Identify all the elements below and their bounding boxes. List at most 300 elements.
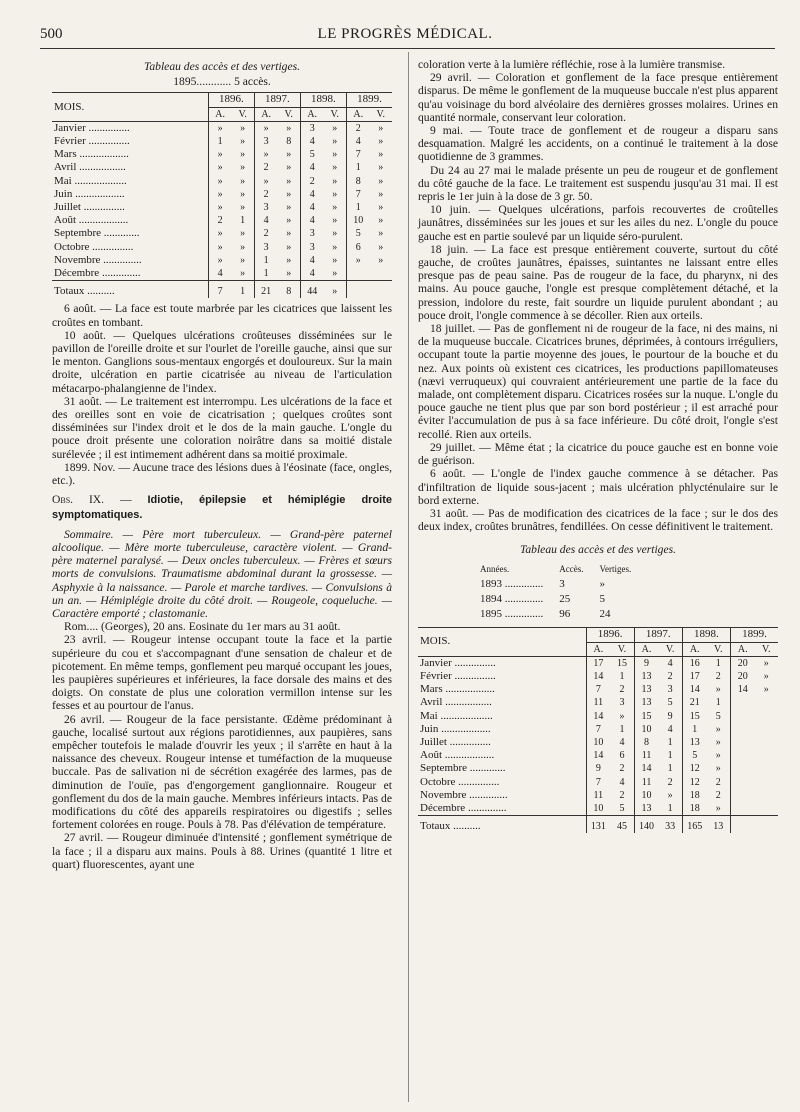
table-cell: 2 xyxy=(254,188,277,201)
table-cell: » xyxy=(240,136,246,148)
month-label: Août .................. xyxy=(420,749,495,762)
table-cell: » xyxy=(763,670,769,682)
sub-header: A. xyxy=(730,642,754,656)
month-label: Décembre .............. xyxy=(420,801,507,814)
total-cell: 1 xyxy=(231,281,254,299)
table-cell: » xyxy=(715,802,721,814)
table-cell: 4 xyxy=(300,201,323,214)
month-label: Septembre ............. xyxy=(420,762,506,775)
year-header: 1897. xyxy=(634,628,682,642)
table-row xyxy=(418,670,778,683)
table-cell: » xyxy=(286,122,292,134)
table-cell: 1 xyxy=(346,201,369,214)
month-label: Octobre ............... xyxy=(54,240,134,253)
table-cell: » xyxy=(208,241,231,254)
table-cell: » xyxy=(332,188,338,200)
summary: Sommaire. — Père mort tuberculeux. — Grand-père paternel alcoolique. — Mère morte tuberculeuse, caractère violent. — Grand-père maternel paralysé. — Deux oncles tuberculeux. — Frères et sœurs morts de convulsions. Traumatisme abdominal durant la grossesse. — Asphyxie à la naissance. — Parole et marche tardives. — Convulsions à un an. — Hémiplégie droite du côté droit. — Rougeole, coqueluche. — Caractère emporté ; clastomanie. xyxy=(52,527,392,620)
table-cell: 7 xyxy=(586,723,610,736)
table-cell: » xyxy=(378,215,384,227)
table-cell: » xyxy=(619,710,625,722)
table-cell: » xyxy=(378,254,384,266)
total-cell xyxy=(754,816,778,834)
table-cell: » xyxy=(346,254,369,267)
table-cell: » xyxy=(378,188,384,200)
month-label: Avril ................. xyxy=(420,696,492,709)
month-label: Juin .................. xyxy=(420,722,491,735)
table-cell: » xyxy=(240,149,246,161)
table-cell: 5 xyxy=(300,148,323,161)
table-cell: 13 xyxy=(634,670,658,683)
month-label: Août .................. xyxy=(54,214,129,227)
table-cell: 2 xyxy=(300,175,323,188)
table-cell: 9 xyxy=(634,656,658,670)
year-header: 1897. xyxy=(254,93,300,107)
table-cell: 9 xyxy=(586,762,610,775)
table-cell: » xyxy=(332,215,338,227)
table-cell: » xyxy=(332,122,338,134)
total-cell: 131 xyxy=(586,816,610,834)
table-cell xyxy=(730,749,754,762)
table-cell: 1 xyxy=(682,723,706,736)
table-cell: 4 xyxy=(300,135,323,148)
table-cell: » xyxy=(240,188,246,200)
year-cell: 1894 .............. xyxy=(480,592,544,605)
month-label: Janvier ............... xyxy=(420,656,496,669)
table-cell: 17 xyxy=(682,670,706,683)
sub-header: V. xyxy=(707,642,731,656)
table-cell: » xyxy=(378,149,384,161)
table-cell: 14 xyxy=(634,762,658,775)
acces-cell: 3 xyxy=(559,577,565,590)
table-cell: 13 xyxy=(634,696,658,709)
table-cell: » xyxy=(286,241,292,253)
table-cell: 10 xyxy=(586,736,610,749)
month-label: Février ............... xyxy=(420,669,496,682)
total-cell: 165 xyxy=(682,816,706,834)
table-cell: 18 xyxy=(682,802,706,816)
table-cell: 14 xyxy=(586,710,610,723)
table-cell: 5 xyxy=(346,227,369,240)
total-cell: 44 xyxy=(300,281,323,299)
table-cell: 5 xyxy=(682,749,706,762)
month-label: Juillet ............... xyxy=(54,201,125,214)
table-cell: » xyxy=(378,202,384,214)
year-cell: 1893 .............. xyxy=(480,577,544,590)
table-row xyxy=(418,656,778,670)
table-cell xyxy=(754,723,778,736)
table-cell: » xyxy=(254,121,277,135)
totals-label: Totaux .......... xyxy=(418,816,586,834)
table-cell: » xyxy=(240,254,246,266)
vertiges-cell: » xyxy=(599,577,605,590)
table-cell: 5 xyxy=(667,697,673,709)
table2-header: Accès. xyxy=(559,563,584,574)
obs-prefix: Obs. IX. — xyxy=(52,493,132,507)
sub-header: V. xyxy=(658,642,682,656)
para-9-mai: 9 mai. — Toute trace de gonflement et de rougeur a disparu sans desquamation. Malgré les accidents, on a continué le traitement à la dose quotidienne de 3 grammes. xyxy=(418,124,778,164)
table-cell xyxy=(754,762,778,775)
table-cell: 10 xyxy=(586,802,610,816)
table-cell: » xyxy=(715,750,721,762)
col-header-mois: MOIS. xyxy=(418,628,586,656)
table-cell: 9 xyxy=(667,710,673,722)
page-number: 500 xyxy=(40,26,63,42)
table-cell: » xyxy=(378,136,384,148)
table-cell: 12 xyxy=(682,762,706,775)
table-cell xyxy=(754,710,778,723)
table-cell: 2 xyxy=(346,121,369,135)
table-cell xyxy=(754,789,778,802)
table1-subcaption: 1895............ 5 accès. xyxy=(173,75,271,89)
observation-title xyxy=(52,493,392,521)
month-label: Mars .................. xyxy=(420,683,495,696)
table-cell xyxy=(730,789,754,802)
table-row xyxy=(418,696,778,709)
table-cell: 1 xyxy=(715,657,721,669)
table-cell: » xyxy=(332,241,338,253)
table-cell: 3 xyxy=(300,121,323,135)
table-row xyxy=(418,736,778,749)
table-cell: 15 xyxy=(634,710,658,723)
table-cell: 4 xyxy=(667,657,673,669)
table-cell: » xyxy=(240,202,246,214)
table-cell: » xyxy=(715,684,721,696)
table-cell: » xyxy=(332,228,338,240)
para-1899-nov: 1899. Nov. — Aucune trace des lésions dues à l'éosinate (face, ongles, etc.). xyxy=(52,460,392,488)
table-cell xyxy=(730,696,754,709)
para-29-avril: 29 avril. — Coloration et gonflement de la face presque entièrement disparus. De même le gonflement de la muqueuse buccale n'est plus apparent qu'au voisinage du bord alvéolaire des dernières grosses molaires. Urines en quantité normale, conservant leur coloration. xyxy=(418,71,778,124)
sub-header: V. xyxy=(324,107,347,121)
table-cell: » xyxy=(208,227,231,240)
acces-cell: 96 xyxy=(559,608,571,621)
month-label: Avril ................. xyxy=(54,161,126,174)
table-cell: » xyxy=(240,228,246,240)
table-cell: 3 xyxy=(254,241,277,254)
acces-cell: 25 xyxy=(559,592,571,605)
table-cell xyxy=(730,802,754,816)
table-cell: » xyxy=(240,241,246,253)
table-cell: » xyxy=(286,149,292,161)
table-cell: 4 xyxy=(254,214,277,227)
table-cell: » xyxy=(332,175,338,187)
year-cell: 1895 .............. xyxy=(480,608,544,621)
table-cell xyxy=(370,267,392,281)
table-cell: » xyxy=(715,763,721,775)
table-cell: » xyxy=(332,149,338,161)
month-label: Septembre ............. xyxy=(54,227,140,240)
journal-title: LE PROGRÈS MÉDICAL. xyxy=(317,26,493,42)
table-cell: 14 xyxy=(730,683,754,696)
vertiges-cell: 5 xyxy=(599,592,605,605)
month-label: Mai ................... xyxy=(54,174,127,187)
right-column xyxy=(418,58,778,837)
para-24-mai: Du 24 au 27 mai le malade présente un peu de rougeur et de gonflement du côté gauche de la face. Le traitement est suspendu jusqu'au 31 mai. Il est repris le 1er juin à la dose de 3 gr. 50. xyxy=(418,163,778,204)
table-cell: 7 xyxy=(346,188,369,201)
sub-header: V. xyxy=(370,107,392,121)
para-patient: Rom.... (Georges), 20 ans. Eosinate du 1er mars au 31 août. xyxy=(64,620,341,634)
table-cell: 4 xyxy=(619,776,625,788)
year-header: 1898. xyxy=(300,93,346,107)
year-header: 1896. xyxy=(586,628,634,642)
table-cell: 2 xyxy=(667,776,673,788)
table-cell xyxy=(730,710,754,723)
header-rule xyxy=(40,48,775,49)
table-cell xyxy=(730,776,754,789)
total-cell xyxy=(730,816,754,834)
table-cell: » xyxy=(378,228,384,240)
table-cell: » xyxy=(332,136,338,148)
table1 xyxy=(52,92,392,298)
table-cell: 12 xyxy=(682,776,706,789)
table-cell xyxy=(730,762,754,775)
total-cell: 7 xyxy=(208,281,231,299)
table-cell: 2 xyxy=(254,227,277,240)
table-cell: 1 xyxy=(715,697,721,709)
table-cell: » xyxy=(286,254,292,266)
table-cell: 16 xyxy=(682,656,706,670)
table-cell: 10 xyxy=(634,723,658,736)
table-cell: 4 xyxy=(300,267,323,281)
table-row xyxy=(418,683,778,696)
sub-header: V. xyxy=(231,107,254,121)
page-header xyxy=(40,26,770,46)
para-coloration: coloration verte à la lumière réfléchie, rose à la lumière transmise. xyxy=(418,58,726,71)
table-cell: » xyxy=(240,268,246,280)
table-cell: 11 xyxy=(634,749,658,762)
table-cell: » xyxy=(667,789,673,801)
table-cell: 11 xyxy=(586,789,610,802)
table-cell: 2 xyxy=(619,763,625,775)
table-cell: 1 xyxy=(619,670,625,682)
table2-row xyxy=(480,593,645,606)
sub-header: A. xyxy=(586,642,610,656)
table-cell: 15 xyxy=(682,710,706,723)
month-label: Juin .................. xyxy=(54,187,125,200)
table-cell: 1 xyxy=(208,135,231,148)
month-label: Mai ................... xyxy=(420,709,493,722)
total-cell: 21 xyxy=(254,281,277,299)
table-row xyxy=(52,121,392,135)
table-cell: 4 xyxy=(300,161,323,174)
table-cell: 2 xyxy=(208,214,231,227)
table-row xyxy=(52,135,392,148)
table-cell: 13 xyxy=(634,802,658,816)
table-cell: 3 xyxy=(667,684,673,696)
table-cell: » xyxy=(286,162,292,174)
para-10-aout: 10 août. — Quelques ulcérations croûteuses disséminées sur le pavillon de l'oreille droite et sur l'ourlet de l'oreille gauche, ainsi que sur le menton. Ganglions sous-mentaux engorgés et douloureux. Sur la main droite, ulcération en partie cicatrisée au niveau de l'articulation métacarpo-phalangienne de l'index. xyxy=(52,328,392,395)
totals-row xyxy=(52,281,392,299)
para-29-juillet: 29 juillet. — Même état ; la cicatrice du pouce gauche est en bonne voie de guérison. xyxy=(418,440,778,468)
table-cell: 10 xyxy=(346,214,369,227)
table-row xyxy=(52,254,392,267)
table-cell: 1 xyxy=(667,802,673,814)
table-cell: 7 xyxy=(346,148,369,161)
table-row xyxy=(52,214,392,227)
table-cell: 14 xyxy=(586,749,610,762)
table2-header-row xyxy=(480,563,645,576)
table-cell: » xyxy=(208,188,231,201)
month-label: Mars .................. xyxy=(54,148,129,161)
table-cell: » xyxy=(240,162,246,174)
table-cell: 10 xyxy=(634,789,658,802)
month-label: Novembre .............. xyxy=(54,253,142,266)
table-row xyxy=(418,802,778,816)
table-row xyxy=(52,188,392,201)
table-cell: 2 xyxy=(619,789,625,801)
totals-row xyxy=(418,816,778,834)
table-cell xyxy=(754,696,778,709)
totals-label: Totaux .......... xyxy=(52,281,208,299)
sub-header: A. xyxy=(208,107,231,121)
total-cell xyxy=(370,281,392,299)
para-18-juin: 18 juin. — La face est presque entièrement couverte, surtout du côté gauche, de croûtes jaunâtres, épaisses, suintantes ne laissant entre elles presque pas de peau saine. Pas de rougeur de la face, du pharynx, ni des mains. Au pouce gauche, l'ongle est presque complètement détaché, et la pression, indolore du reste, fait sourdre un liquide purulent abondant ; au pouce droit, l'ongle commence à se décoller. Rien aux orteils. xyxy=(418,242,778,322)
table-cell: » xyxy=(254,148,277,161)
table-cell: 20 xyxy=(730,670,754,683)
table-cell: 21 xyxy=(682,696,706,709)
sub-header: V. xyxy=(610,642,634,656)
month-label: Janvier ............... xyxy=(54,121,130,134)
table-cell: » xyxy=(715,736,721,748)
table-row xyxy=(52,148,392,161)
month-label: Novembre .............. xyxy=(420,788,508,801)
table-cell: » xyxy=(332,254,338,266)
table-cell: » xyxy=(286,202,292,214)
table-cell: » xyxy=(208,121,231,135)
table-cell: 14 xyxy=(682,683,706,696)
table-cell: » xyxy=(286,175,292,187)
table-cell: 4 xyxy=(619,736,625,748)
month-label: Juillet ............... xyxy=(420,735,491,748)
table-cell: 1 xyxy=(667,736,673,748)
table-row xyxy=(418,762,778,775)
total-cell: 33 xyxy=(658,816,682,834)
year-header: 1898. xyxy=(682,628,730,642)
table-row xyxy=(418,789,778,802)
table-cell: 5 xyxy=(619,802,625,814)
vertiges-cell: 24 xyxy=(599,608,611,621)
table-cell xyxy=(754,802,778,816)
table-row xyxy=(418,749,778,762)
table-cell: 3 xyxy=(254,201,277,214)
para-6-aout-r: 6 août. — L'ongle de l'index gauche commence à se détacher. Pas d'infiltration de liquide sous-jacent ; mais ulcération phlycténulaire sur le bord externe. xyxy=(418,467,778,507)
year-header: 1899. xyxy=(346,93,392,107)
sub-header: A. xyxy=(346,107,369,121)
table-cell: 3 xyxy=(300,241,323,254)
table-row xyxy=(52,227,392,240)
table-cell: 17 xyxy=(586,656,610,670)
table-cell: 2 xyxy=(254,161,277,174)
table-cell: » xyxy=(208,254,231,267)
table-cell: 2 xyxy=(667,670,673,682)
para-31-aout-r: 31 août. — Pas de modification des cicatrices de la face ; sur le dos des deux index, croûtes brunâtres, fendillées. On cesse définitivent le traitement. xyxy=(418,506,778,534)
table-cell: 6 xyxy=(346,241,369,254)
col-header-mois: MOIS. xyxy=(52,93,208,121)
table-cell: » xyxy=(286,268,292,280)
table-cell: 7 xyxy=(586,683,610,696)
table-cell: 2 xyxy=(619,684,625,696)
table-cell: 8 xyxy=(286,136,292,148)
table-cell: 4 xyxy=(300,254,323,267)
table-cell: 1 xyxy=(619,723,625,735)
table-cell: » xyxy=(378,122,384,134)
table-cell: 18 xyxy=(682,789,706,802)
table-row xyxy=(52,201,392,214)
sub-header: A. xyxy=(254,107,277,121)
total-cell: » xyxy=(324,281,347,299)
table2-header: Vertiges. xyxy=(599,563,632,574)
table-cell: 6 xyxy=(619,750,625,762)
table-cell: » xyxy=(208,175,231,188)
table-cell: » xyxy=(332,162,338,174)
table-row xyxy=(52,175,392,188)
table-cell: 4 xyxy=(208,267,231,281)
para-18-juillet: 18 juillet. — Pas de gonflement ni de rougeur de la face, ni des mains, ni de la muqueuse buccale. Cicatrices brunes, déprimées, à contours irréguliers, occupant toute la partie moyenne des joues, le pourtour de la bouche et du nez. Aux points où existent ces cicatrices, les productions papillomateuses (nævi verruqueux) qui couvraient antérieurement une partie de la face du malade, ont complètement disparu. Cicatrices rosées sur la nuque. L'ongle du pouce gauche ne tient plus que par son bord postérieur ; il est arraché pour éviter l'accumulation de pus à sa face inférieure. Du côté droit, l'ongle s'est recollé. Rien aux orteils. xyxy=(418,322,778,441)
table-cell: » xyxy=(208,161,231,174)
table2 xyxy=(478,561,647,624)
table-row xyxy=(52,241,392,254)
table-cell: 1 xyxy=(346,161,369,174)
table-row xyxy=(418,723,778,736)
table2-caption: Tableau des accès et des vertiges. xyxy=(519,543,677,557)
para-27-avril: 27 avril. — Rougeur diminuée d'intensité ; gonflement symétrique de la face ; il a disparu aux mains. Pouls à 88. Urines (quantité 1 litre et quart) fluorescentes, ayant une xyxy=(52,831,392,871)
para-26-avril: 26 avril. — Rougeur de la face persistante. Œdème prédominant à gauche, localisé surtout aux régions parotidiennes, aux paupières, sans empêcher toutefois le malade d'ouvrir les yeux ; il s'arrête en haut à la naissance des cheveux. Rougeur intense et tuméfaction de la muqueuse buccale. Pas de salivation ni de sécrétion exagérée des larmes, pas de diminution de l'ouïe, pas d'engorgement ganglionnaire. Rougeur et gonflement du dos de la main gauche. Membres inférieurs intacts. Pas de modifications du côté des appareils respiratoires ou digestifs ; selles fortement colorées en rouge. Pouls à 78. Pas d'élévation de température. xyxy=(52,712,392,832)
table-row xyxy=(418,776,778,789)
table1-caption: Tableau des accès et des vertiges. xyxy=(143,60,301,73)
table-cell: 13 xyxy=(682,736,706,749)
total-cell xyxy=(346,281,369,299)
table-cell: 4 xyxy=(667,723,673,735)
obs-heading: Idiotie, épilepsie et hémiplégie droite symptomatiques. xyxy=(52,494,393,521)
table-cell: 1 xyxy=(254,254,277,267)
table-row xyxy=(418,710,778,723)
year-header: 1899. xyxy=(730,628,778,642)
table-cell: 1 xyxy=(254,267,277,281)
total-cell: 13 xyxy=(707,816,731,834)
table-cell: » xyxy=(208,201,231,214)
table-cell: 3 xyxy=(619,697,625,709)
table-cell: » xyxy=(254,175,277,188)
table-cell xyxy=(754,736,778,749)
table-cell: » xyxy=(378,241,384,253)
total-cell: 45 xyxy=(610,816,634,834)
table-cell: » xyxy=(763,657,769,669)
table-cell: 4 xyxy=(346,135,369,148)
table-cell: 3 xyxy=(300,227,323,240)
table-cell: » xyxy=(208,148,231,161)
table-cell: 2 xyxy=(715,789,721,801)
table-cell: 14 xyxy=(586,670,610,683)
total-cell: 8 xyxy=(277,281,300,299)
table-cell: 7 xyxy=(586,776,610,789)
para-31-aout: 31 août. — Le traitement est interrompu. Les ulcérations de la face et des oreilles sont en voie de cicatrisation ; quelques croûtes sont disséminées sur l'index droit et le dos de la main gauche. L'ongle du pouce droit présente une coloration noirâtre dans sa moitié distale surélevée ; il est intimement adhérent dans sa moitié proximale. xyxy=(52,394,392,461)
table-cell: 8 xyxy=(634,736,658,749)
left-column xyxy=(52,58,392,871)
table2-header: Années. xyxy=(480,563,510,574)
para-23-avril: 23 avril. — Rougeur intense occupant toute la face et la partie supérieure du cou et s'accompagnant d'une sensation de chaleur et de picotement. En même temps, gonflement peu marqué occupant les joues, les paupières supérieures et inférieures, la face dorsale des mains et des doigts. On constate de plus une coloration vermillon intense sur les fesses et au pourtour de l'anus. xyxy=(52,633,392,713)
table-cell: 20 xyxy=(730,656,754,670)
table-cell xyxy=(346,267,369,281)
table-cell: 13 xyxy=(634,683,658,696)
table-cell: » xyxy=(286,215,292,227)
table-cell: » xyxy=(240,122,246,134)
table-cell: 1 xyxy=(240,215,246,227)
table3 xyxy=(418,627,778,833)
sub-header: V. xyxy=(277,107,300,121)
table-cell: » xyxy=(286,228,292,240)
table-cell: 8 xyxy=(346,175,369,188)
column-divider xyxy=(408,52,409,1102)
table-cell xyxy=(730,723,754,736)
